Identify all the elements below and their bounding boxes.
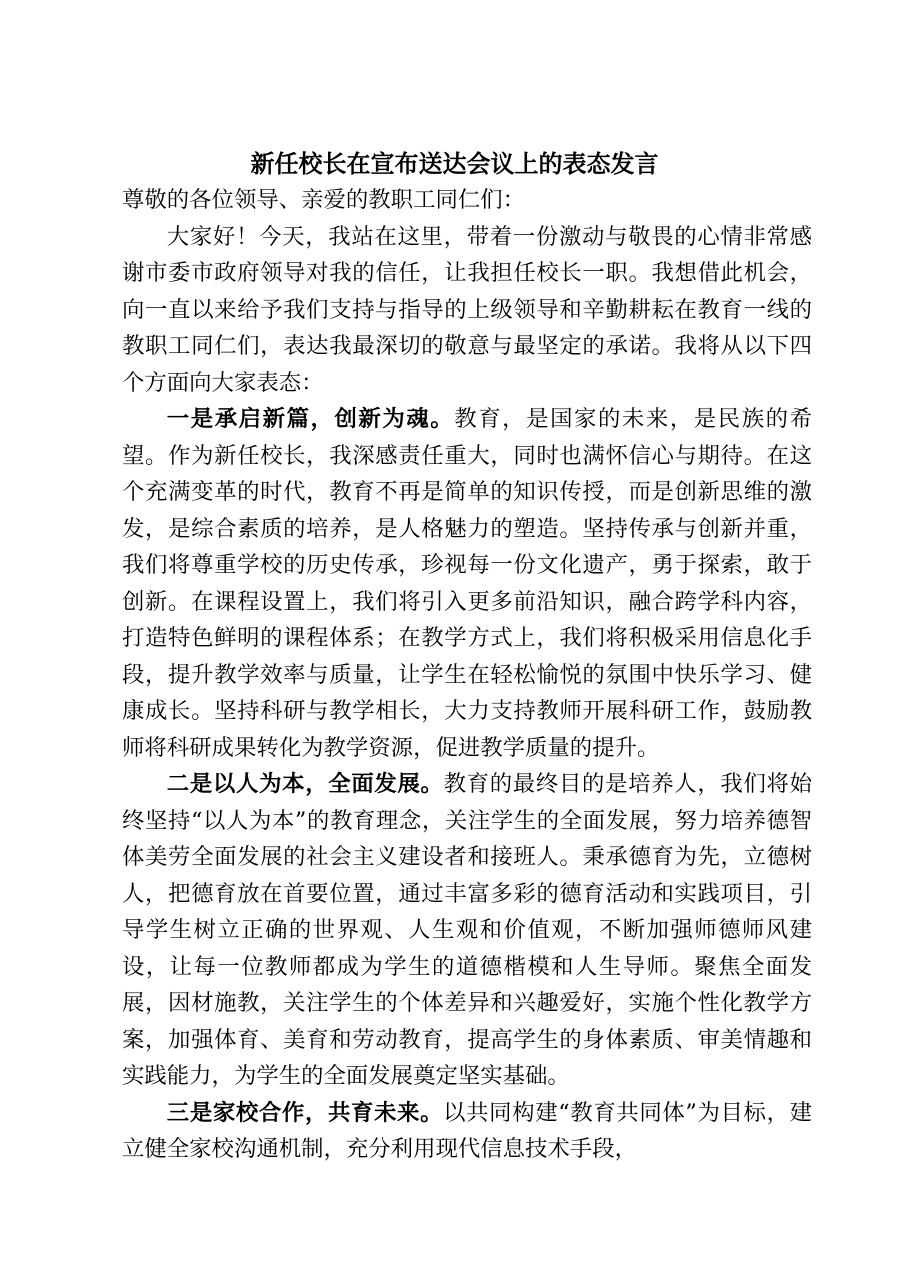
- paragraph-point-3: [122, 1095, 812, 1168]
- document-title: 新任校长在宣布送达会议上的表态发言: [250, 149, 659, 178]
- paragraph-point-2: [122, 766, 812, 1095]
- paragraph-text: 教育，是国家的未来，是民族的希望。作为新任校长，我深感责任重大，同时也满怀信心与期待。在这个充满变革的时代，教育不再是简单的知识传授，而是创新思维的激发，是综合素质的培养，是人格魅力的塑造。坚持传承与创新并重，我们将尊重学校的历史传承，珍视每一份文化遗产，勇于探索，敢于创新。在课程设置上，我们将引入更多前沿知识，融合跨学科内容，打造特色鲜明的课程体系；在教学方式上，我们将积极采用信息化手段，提升教学效率与质量，让学生在轻松愉悦的氛围中快乐学习、健康成长。坚持科研与教学相长，大力支持教师开展科研工作，鼓励教师将科研成果转化为教学资源，促进教学质量的提升。: [122, 406, 813, 761]
- paragraph-lead: 三是家校合作，共育未来。: [166, 1099, 444, 1126]
- paragraph-lead: 一是承启新篇，创新为魂。: [166, 406, 455, 432]
- paragraph-point-1: [122, 401, 812, 766]
- paragraph-text: 以共同构建“教育共同体”为目标，建立健全家校沟通机制，充分利用现代信息技术手段，: [122, 1099, 812, 1162]
- paragraph-text: 大家好！今天，我站在这里，带着一份激动与敬畏的心情非常感谢市委市政府领导对我的信任，让我担任校长一职。我想借此机会，向一直以来给予我们支持与指导的上级领导和辛勤耕耘在教育一线的教职工同仁们，表达我最深切的敬意与最坚定的承诺。我将从以下四个方面向大家表态：: [122, 223, 812, 396]
- paragraph-lead: 二是以人为本，全面发展。: [166, 771, 444, 797]
- salutation: 尊敬的各位领导、亲爱的教职工同仁们：: [122, 187, 526, 213]
- paragraph-intro: [122, 219, 812, 402]
- paragraph-text: 教育的最终目的是培养人，我们将始终坚持“以人为本”的教育理念，关注学生的全面发展，努力培养德智体美劳全面发展的社会主义建设者和接班人。秉承德育为先，立德树人，把德育放在首要位置，通过丰富多彩的德育活动和实践项目，引导学生树立正确的世界观、人生观和价值观，不断加强师德师风建设，让每一位教师都成为学生的道德楷模和人生导师。聚焦全面发展，因材施教，关注学生的个体差异和兴趣爱好，实施个性化教学方案，加强体育、美育和劳动教育，提高学生的身体素质、审美情趣和实践能力，为学生的全面发展奠定坚实基础。: [122, 771, 813, 1089]
- document-body: [122, 182, 812, 1168]
